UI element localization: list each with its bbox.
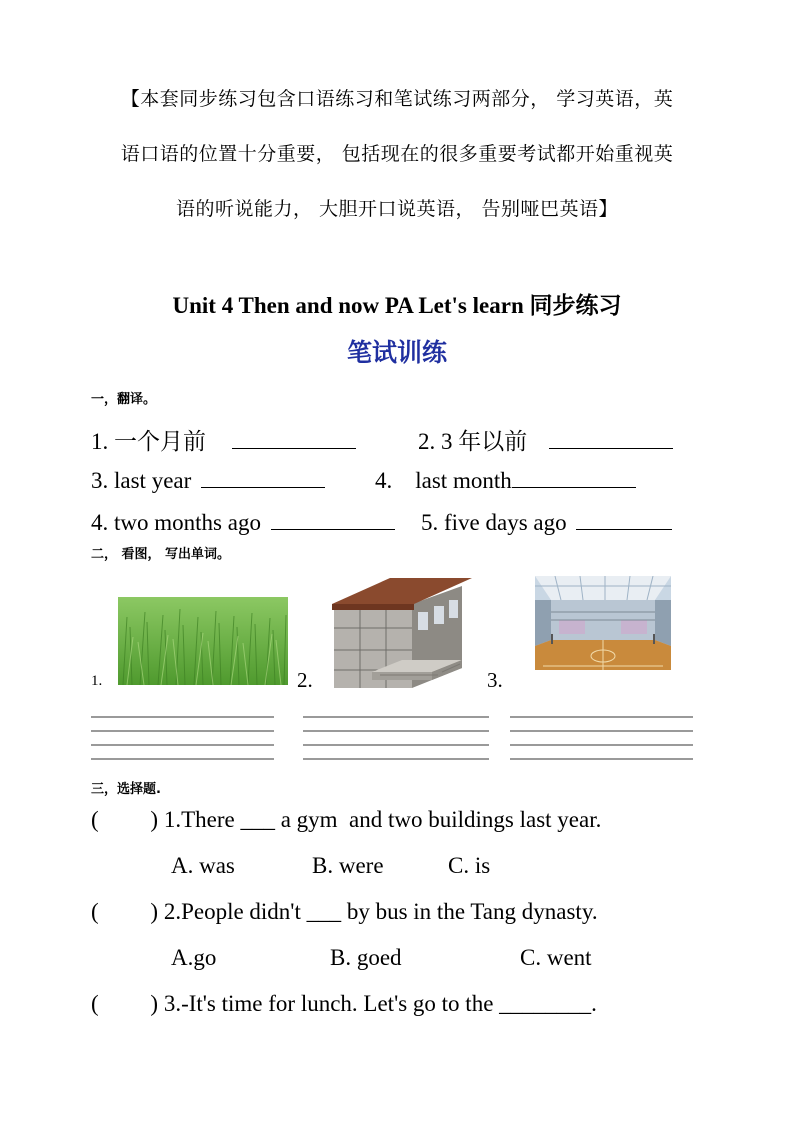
translate-item-5 — [91, 507, 395, 536]
translate-item-1 — [91, 423, 356, 456]
intro-line-3: 语的听说能力， 大胆开口说英语， 告别哑巴英语】 — [175, 198, 619, 220]
answer-blank[interactable] — [512, 465, 636, 488]
picture-2-label: 2. — [297, 668, 313, 692]
translate-item-3-text: 3. last year — [91, 468, 192, 493]
q1-option-c[interactable]: C. is — [448, 853, 491, 878]
translate-item-6-text: 5. five days ago — [421, 510, 567, 535]
picture-1-label: 1. — [91, 673, 103, 689]
question-2: ( ) 2.People didn't ___ by bus in the Tang dynasty. — [91, 899, 598, 924]
answer-blank[interactable] — [271, 507, 395, 530]
translate-item-3 — [91, 465, 325, 494]
question-3: ( ) 3.-It's time for lunch. Let's go to the ________. — [91, 991, 597, 1016]
q2-option-c[interactable]: C. went — [520, 945, 592, 970]
page-title: Unit 4 Then and now PA Let's learn 同步练习 — [172, 293, 622, 318]
answer-blank[interactable] — [576, 507, 672, 530]
question-1: ( ) 1.There ___ a gym and two buildings last year. — [91, 807, 602, 832]
intro-line-1: 【本套同步练习包含口语练习和笔试练习两部分， 学习英语，英 — [120, 88, 674, 110]
answer-blank[interactable] — [232, 426, 356, 449]
intro-line-2: 语口语的位置十分重要， 包括现在的很多重要考试都开始重视英 — [120, 143, 674, 165]
translate-item-2 — [418, 423, 673, 456]
q1-option-a[interactable]: A. was — [171, 853, 235, 878]
translate-item-4 — [375, 465, 636, 494]
q1-option-b[interactable]: B. were — [312, 853, 384, 878]
q2-option-b[interactable]: B. goed — [330, 945, 402, 970]
answer-blank[interactable] — [201, 465, 325, 488]
translate-item-1-text: 1. 一个月前 — [91, 429, 206, 454]
page-subtitle: 笔试训练 — [346, 338, 447, 367]
gym-picture — [535, 576, 671, 670]
translate-item-2-text: 2. 3 年以前 — [418, 429, 528, 454]
q2-option-a[interactable]: A.go — [171, 945, 217, 970]
writing-lines-1[interactable] — [91, 716, 274, 772]
building-picture — [332, 576, 480, 688]
writing-lines-3[interactable] — [510, 716, 693, 772]
section-1-heading: 一，翻译。 — [91, 392, 157, 407]
translate-item-6 — [421, 507, 672, 536]
section-2-heading: 二， 看图， 写出单词。 — [91, 547, 231, 562]
answer-blank[interactable] — [549, 426, 673, 449]
picture-3-label: 3. — [487, 668, 503, 692]
translate-item-4-text: 4. last month — [375, 468, 512, 493]
section-3-heading: 三，选择题. — [91, 782, 161, 797]
translate-item-5-text: 4. two months ago — [91, 510, 261, 535]
grass-field-picture — [118, 597, 288, 685]
writing-lines-2[interactable] — [303, 716, 489, 772]
